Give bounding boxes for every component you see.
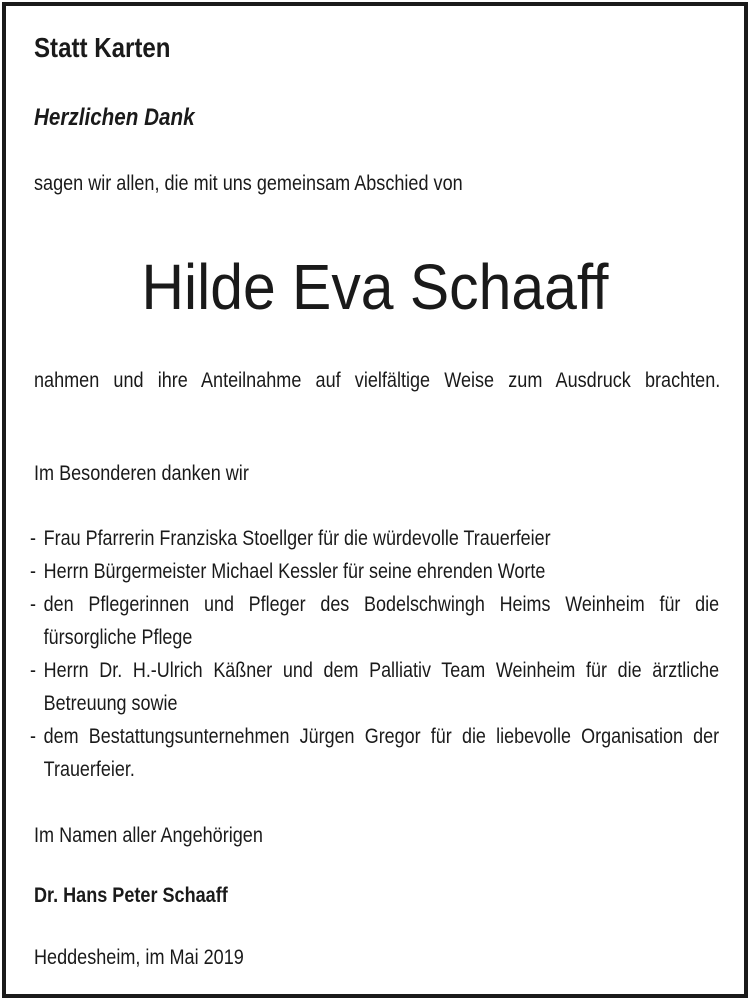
list-item: [30, 588, 719, 654]
thanks-heading: Herzlichen Dank: [34, 104, 195, 131]
dash-bullet: -: [30, 593, 36, 616]
closing-line: Im Namen aller Angehörigen: [34, 824, 263, 847]
intro-text: sagen wir allen, die mit uns gemeinsam Abschied von: [34, 172, 463, 195]
list-item-text: Herrn Dr. H.-Ulrich Käßner und dem Palliativ Team Weinheim für die ärztliche Betreuung sowie: [43, 659, 720, 715]
kicker-heading: Statt Karten: [34, 32, 171, 63]
signer-name: Dr. Hans Peter Schaaff: [34, 884, 228, 907]
thanks-list: [30, 522, 719, 786]
deceased-name: Hilde Eva Schaaff: [141, 251, 609, 323]
place-date: Heddesheim, im Mai 2019: [34, 946, 244, 969]
dash-bullet: -: [30, 659, 36, 682]
list-item: [30, 522, 719, 555]
dash-bullet: -: [30, 527, 36, 550]
list-item-text: Frau Pfarrerin Franziska Stoellger für die würdevolle Trauerfeier: [43, 527, 551, 550]
sympathy-paragraph: nahmen und ihre Anteilnahme auf vielfältige Weise zum Ausdruck brachten.: [34, 369, 721, 392]
list-item: [30, 720, 719, 786]
list-item: [30, 555, 719, 588]
special-thanks-intro: Im Besonderen danken wir: [34, 462, 249, 485]
dash-bullet: -: [30, 725, 36, 748]
obituary-notice: [2, 2, 748, 998]
list-item: [30, 654, 719, 720]
list-item-text: Herrn Bürgermeister Michael Kessler für seine ehrenden Worte: [43, 560, 546, 583]
dash-bullet: -: [30, 560, 36, 583]
list-item-text: dem Bestattungsunternehmen Jürgen Gregor für die liebevolle Organisation der Trauerfeier.: [43, 725, 720, 781]
list-item-text: den Pflegerinnen und Pfleger des Bodelschwingh Heims Weinheim für die fürsorgliche Pflege: [43, 593, 720, 649]
